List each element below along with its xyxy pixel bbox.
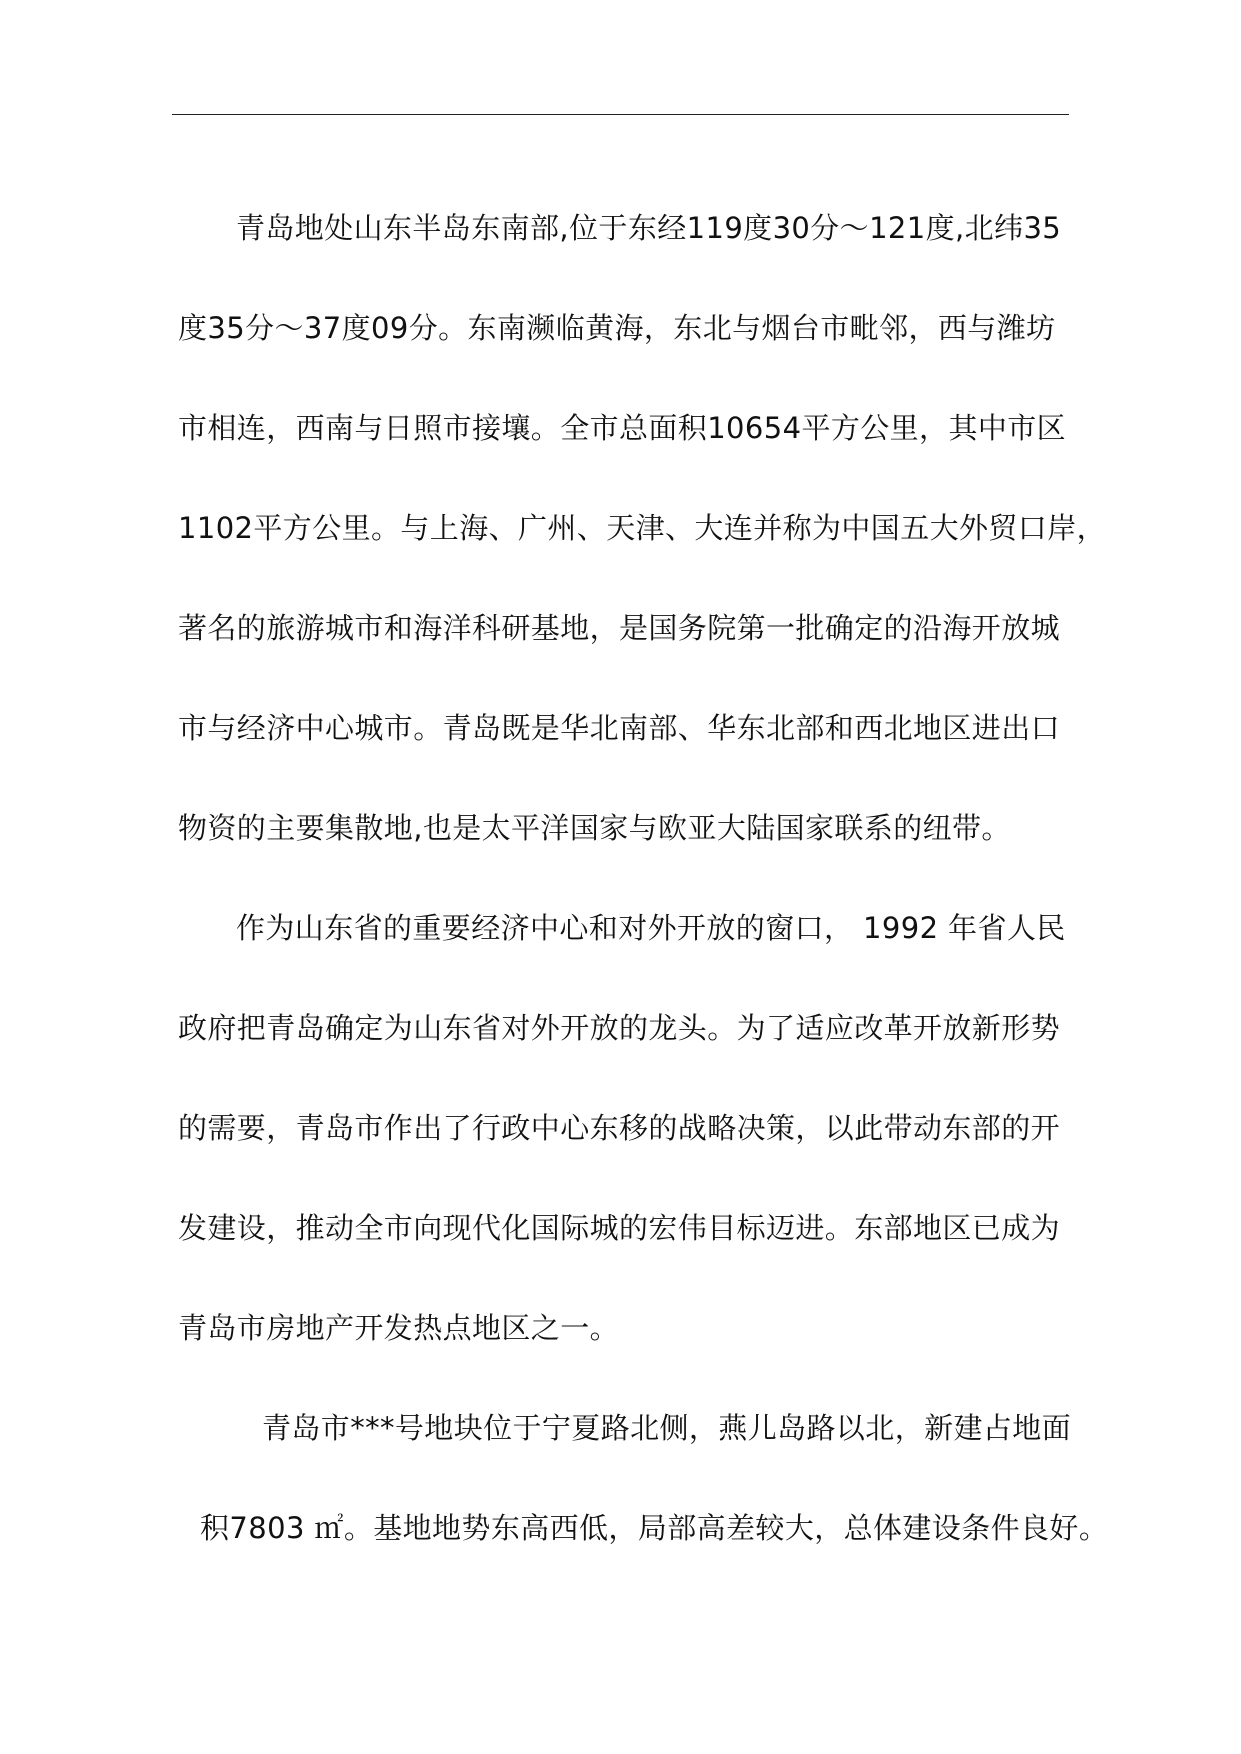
paragraph-1-line-7: 物资的主要集散地,也是太平洋国家与欧亚大陆国家联系的纽带。 xyxy=(178,811,1011,845)
paragraph-1-line-2: 度35分～37度09分。东南濒临黄海，东北与烟台市毗邻，西与潍坊 xyxy=(178,311,1056,345)
paragraph-1-line-1: 青岛地处山东半岛东南部,位于东经119度30分～121度,北纬35 xyxy=(236,211,1062,245)
paragraph-1-line-5: 著名的旅游城市和海洋科研基地，是国务院第一批确定的沿海开放城 xyxy=(178,611,1061,645)
header-rule xyxy=(172,114,1069,115)
paragraph-2-line-1: 作为山东省的重要经济中心和对外开放的窗口， 1992 年省人民 xyxy=(236,911,1066,945)
paragraph-2-line-2: 政府把青岛确定为山东省对外开放的龙头。为了适应改革开放新形势 xyxy=(178,1011,1061,1045)
paragraph-3-line-2: 积7803 ㎡。基地地势东高西低，局部高差较大，总体建设条件良好。 xyxy=(200,1511,1109,1545)
paragraph-1-line-6: 市与经济中心城市。青岛既是华北南部、华东北部和西北地区进出口 xyxy=(178,711,1061,745)
paragraph-3-line-1: 青岛市***号地块位于宁夏路北侧，燕儿岛路以北，新建占地面 xyxy=(262,1411,1072,1445)
paragraph-1-line-3: 市相连，西南与日照市接壤。全市总面积10654平方公里，其中市区 xyxy=(178,411,1067,445)
paragraph-1-line-4: 1102平方公里。与上海、广州、天津、大连并称为中国五大外贸口岸， xyxy=(178,511,1107,545)
paragraph-2-line-5: 青岛市房地产开发热点地区之一。 xyxy=(178,1311,620,1345)
paragraph-2-line-4: 发建设，推动全市向现代化国际城的宏伟目标迈进。东部地区已成为 xyxy=(178,1211,1061,1245)
paragraph-2-line-3: 的需要，青岛市作出了行政中心东移的战略决策，以此带动东部的开 xyxy=(178,1111,1061,1145)
